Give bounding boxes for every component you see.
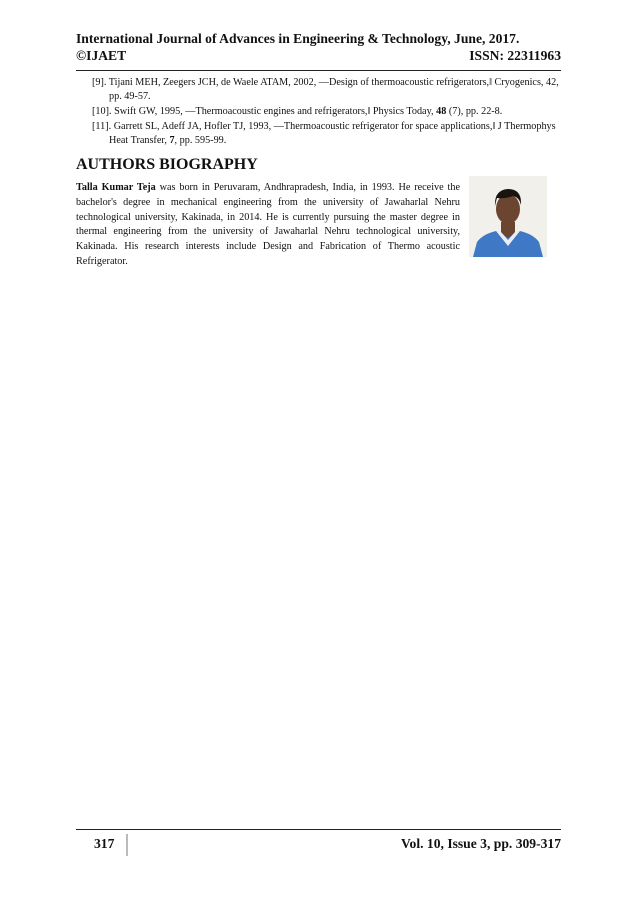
issn-text: ISSN: 22311963 [469,48,561,63]
footer-divider [126,834,128,856]
reference-item: [9]. Tijani MEH, Zeegers JCH, de Waele ATAM, 2002, ―Design of thermoacoustic refrigerators,‖ Cryogenics, 42, pp. 49-57. [92,77,559,102]
author-photo [469,176,547,257]
biography-paragraph [76,181,460,270]
footer-rule [76,829,561,830]
header-copyright-row [76,47,561,64]
journal-header [76,30,561,64]
volume-info: Vol. 10, Issue 3, pp. 309-317 [400,836,561,851]
section-heading: AUTHORS BIOGRAPHY [76,156,258,173]
page-number: 317 [94,836,115,851]
portrait-illustration [469,176,547,257]
header-rule [76,70,561,71]
reference-item: [11]. Garrett SL, Adeff JA, Hofler TJ, 1993, ―Thermoacoustic refrigerator for space applications,‖ J Thermophys Heat Transfer, 7, pp. 595-99. [92,121,556,146]
author-name: Talla Kumar Teja [76,182,156,193]
reference-list [92,76,564,149]
copyright-text: ©IJAET [76,48,127,63]
page-footer [76,834,561,856]
journal-title: International Journal of Advances in Engineering & Technology, June, 2017. [76,31,520,46]
face [496,194,520,224]
reference-item: [10]. Swift GW, 1995, ―Thermoacoustic engines and refrigerators,‖ Physics Today, 48 (7), pp. 22-8. [92,106,503,117]
biography-text: was born in Peruvaram, Andhrapradesh, India, in 1993. He receive the bachelor's degree in mechanical engineering from the university of Jawaharlal Nehru technological university, Kakinada, in 2014. He is currently pursuing the master degree in thermal engineering from the university of Jawaharlal Nehru technological university, Kakinada. His research interests include Design and Fabrication of Thermo acoustic Refrigerator. [76,182,460,267]
